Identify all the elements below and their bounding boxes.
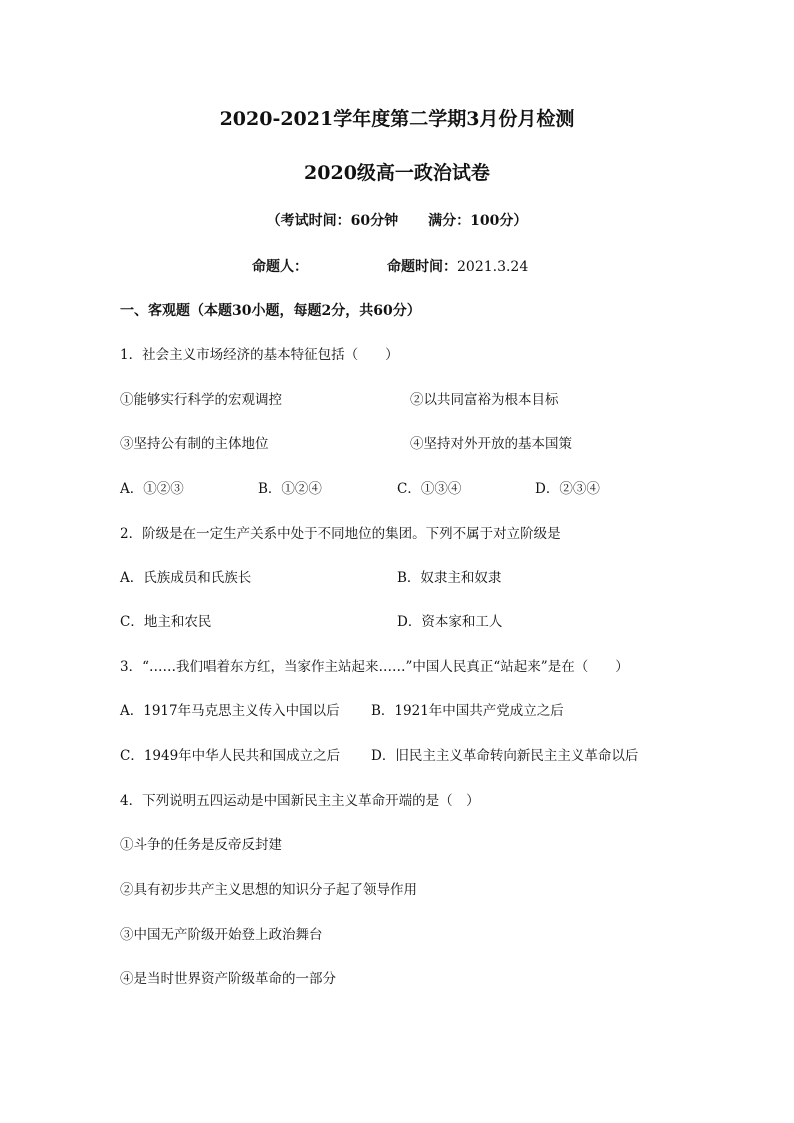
question-2-choice-a: A．氏族成员和氏族长 [120, 570, 252, 586]
author-label: 命题人： [252, 259, 308, 275]
exam-score: 满分：100分） [428, 213, 528, 229]
exam-title: 2020-2021学年度第二学期3月份月检测 [219, 108, 575, 130]
question-3-choice-c: C．1949年中华人民共和国成立之后 [120, 748, 341, 764]
question-3-choice-a: A．1917年马克思主义传入中国以后 [120, 703, 340, 719]
question-4-option-1: ①斗争的任务是反帝反封建 [120, 837, 282, 853]
question-2-choice-d: D．资本家和工人 [397, 614, 503, 630]
question-1-stem: 1．社会主义市场经济的基本特征包括（ ） [120, 347, 399, 363]
question-1-choice-a: A．①②③ [120, 481, 184, 497]
question-3-choice-d: D．旧民主主义革命转向新民主主义革命以后 [371, 748, 639, 764]
question-1-option-3: ③坚持公有制的主体地位 [120, 436, 269, 452]
question-4-option-2: ②具有初步共产主义思想的知识分子起了领导作用 [120, 882, 417, 898]
question-1-choice-b: B．①②④ [258, 481, 322, 497]
date-line [387, 257, 528, 277]
question-1-option-2: ②以共同富裕为根本目标 [410, 392, 559, 408]
date-label: 命题时间： [387, 259, 457, 275]
date-value: 2021.3.24 [457, 259, 529, 275]
question-4-stem: 4．下列说明五四运动是中国新民主主义革命开端的是（ ） [120, 793, 480, 809]
exam-time: （考试时间：60分钟 [266, 213, 399, 229]
question-1-option-4: ④坚持对外开放的基本国策 [410, 436, 572, 452]
question-4-option-3: ③中国无产阶级开始登上政治舞台 [120, 927, 323, 943]
question-2-choice-c: C．地主和农民 [120, 614, 212, 630]
exam-info [0, 211, 794, 231]
question-3-stem: 3．“……我们唱着东方红，当家作主站起来……”中国人民真正“站起来”是在（ ） [120, 659, 629, 675]
question-2-choice-b: B．奴隶主和奴隶 [397, 570, 502, 586]
question-4-option-4: ④是当时世界资产阶级革命的一部分 [120, 971, 336, 987]
question-3-choice-b: B．1921年中国共产党成立之后 [371, 703, 564, 719]
question-1-choice-c: C．①③④ [397, 481, 462, 497]
exam-subtitle: 2020级高一政治试卷 [304, 162, 490, 184]
question-1-choice-d: D．②③④ [535, 481, 600, 497]
question-2-stem: 2．阶级是在一定生产关系中处于不同地位的集团。下列不属于对立阶级是 [120, 526, 561, 542]
section-heading: 一、客观题（本题30小题，每题2分，共60分） [120, 303, 421, 319]
question-1-option-1: ①能够实行科学的宏观调控 [120, 392, 282, 408]
